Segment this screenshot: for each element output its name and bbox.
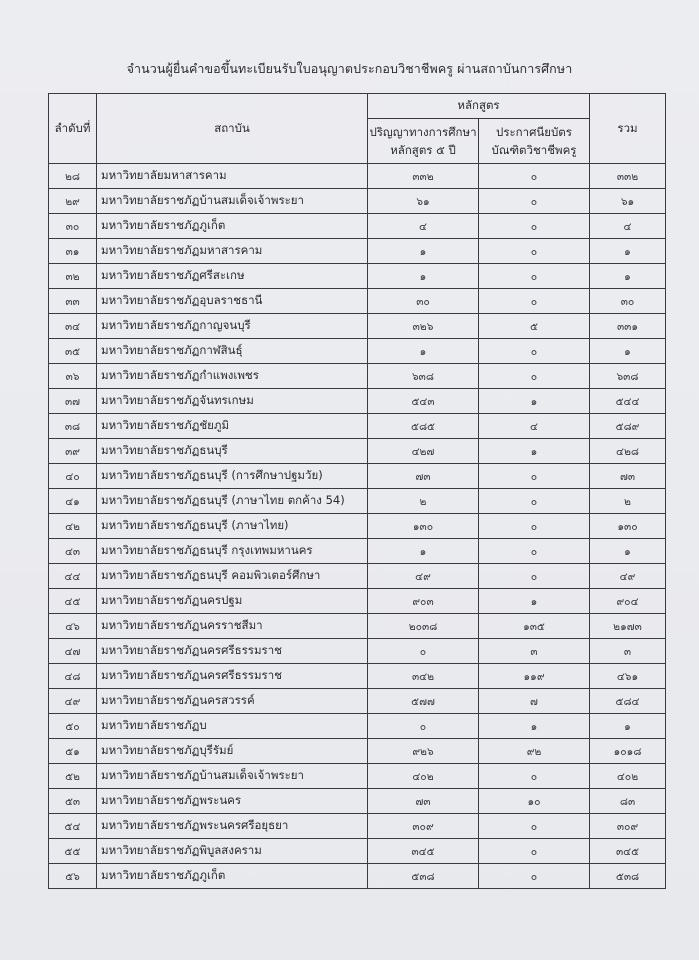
table-row [49,764,666,789]
cell-certificate-count: ๑๐ [479,789,590,814]
header-cert-line2: บัณฑิตวิชาชีพครู [491,143,577,157]
cell-total: ๘๓ [590,789,666,814]
cell-no: ๒๙ [49,189,97,214]
cell-no: ๕๐ [49,714,97,739]
cell-total: ๔๖๑ [590,664,666,689]
table-row [49,389,666,414]
cell-certificate-count: ๐ [479,164,590,189]
cell-certificate-count: ๐ [479,539,590,564]
table-row [49,639,666,664]
cell-institution: มหาวิทยาลัยราชภัฏภูเก็ต [97,214,368,239]
cell-degree-count: ๔ [368,214,479,239]
cell-no: ๔๐ [49,464,97,489]
table-row [49,814,666,839]
cell-total: ๕๓๘ [590,864,666,889]
cell-institution: มหาวิทยาลัยราชภัฏนครศรีธรรมราช [97,664,368,689]
cell-total: ๗๓ [590,464,666,489]
table-row [49,414,666,439]
cell-institution: มหาวิทยาลัยราชภัฏจันทรเกษม [97,389,368,414]
cell-degree-count: ๐ [368,714,479,739]
cell-certificate-count: ๓ [479,639,590,664]
cell-certificate-count: ๐ [479,339,590,364]
cell-certificate-count: ๐ [479,839,590,864]
cell-no: ๓๐ [49,214,97,239]
cell-degree-count: ๓๐ [368,289,479,314]
cell-certificate-count: ๐ [479,489,590,514]
cell-institution: มหาวิทยาลัยราชภัฏนครปฐม [97,589,368,614]
cell-no: ๓๒ [49,264,97,289]
cell-institution: มหาวิทยาลัยราชภัฏธนบุรี คอมพิวเตอร์ศึกษา [97,564,368,589]
cell-total: ๓๐ [590,289,666,314]
cell-degree-count: ๔๙ [368,564,479,589]
cell-certificate-count: ๐ [479,214,590,239]
cell-degree-count: ๒ [368,489,479,514]
table-row [49,714,666,739]
cell-certificate-count: ๐ [479,289,590,314]
applicants-table [48,93,666,889]
cell-institution: มหาวิทยาลัยราชภัฏบุรีรัมย์ [97,739,368,764]
cell-total: ๓๓๑ [590,314,666,339]
cell-certificate-count: ๐ [479,814,590,839]
cell-degree-count: ๖๑ [368,189,479,214]
cell-certificate-count: ๐ [479,764,590,789]
cell-institution: มหาวิทยาลัยราชภัฏกำแพงเพชร [97,364,368,389]
cell-no: ๕๖ [49,864,97,889]
table-row [49,589,666,614]
table-row [49,239,666,264]
cell-no: ๓๑ [49,239,97,264]
cell-degree-count: ๑๓๐ [368,514,479,539]
header-total: รวม [590,94,666,164]
cell-total: ๖๓๘ [590,364,666,389]
cell-institution: มหาวิทยาลัยราชภัฏพระนครศรีอยุธยา [97,814,368,839]
table-row [49,214,666,239]
cell-no: ๓๓ [49,289,97,314]
cell-no: ๔๙ [49,689,97,714]
cell-degree-count: ๓๔๒ [368,664,479,689]
cell-no: ๔๒ [49,514,97,539]
header-degree-line1: ปริญญาทางการศึกษา [369,125,477,139]
cell-degree-count: ๑ [368,539,479,564]
cell-total: ๓ [590,639,666,664]
cell-institution: มหาวิทยาลัยราชภัฏธนบุรี (ภาษาไทย ตกค้าง 54) [97,489,368,514]
table-row [49,564,666,589]
cell-institution: มหาวิทยาลัยราชภัฏบ [97,714,368,739]
cell-institution: มหาวิทยาลัยมหาสารคาม [97,164,368,189]
table-row [49,289,666,314]
cell-certificate-count: ๐ [479,264,590,289]
cell-institution: มหาวิทยาลัยราชภัฏธนบุรี (ภาษาไทย) [97,514,368,539]
table-row [49,189,666,214]
cell-no: ๔๕ [49,589,97,614]
cell-total: ๕๘๙ [590,414,666,439]
cell-no: ๔๑ [49,489,97,514]
table-row [49,739,666,764]
table-row [49,614,666,639]
table-row [49,314,666,339]
cell-degree-count: ๒๐๓๘ [368,614,479,639]
table-row [49,789,666,814]
cell-no: ๓๔ [49,314,97,339]
cell-institution: มหาวิทยาลัยราชภัฏธนบุรี [97,439,368,464]
table-row [49,514,666,539]
cell-certificate-count: ๐ [479,364,590,389]
cell-total: ๕๔๔ [590,389,666,414]
header-certificate [479,119,590,164]
cell-no: ๔๘ [49,664,97,689]
cell-no: ๕๕ [49,839,97,864]
cell-degree-count: ๗๓ [368,789,479,814]
table-row [49,689,666,714]
cell-degree-count: ๓๔๕ [368,839,479,864]
cell-total: ๔ [590,214,666,239]
cell-institution: มหาวิทยาลัยราชภัฏนครสวรรค์ [97,689,368,714]
cell-total: ๒๑๗๓ [590,614,666,639]
cell-institution: มหาวิทยาลัยราชภัฏอุบลราชธานี [97,289,368,314]
cell-certificate-count: ๐ [479,564,590,589]
table-row [49,839,666,864]
cell-total: ๑๓๐ [590,514,666,539]
cell-certificate-count: ๐ [479,239,590,264]
cell-total: ๔๙ [590,564,666,589]
cell-institution: มหาวิทยาลัยราชภัฏพิบูลสงคราม [97,839,368,864]
cell-no: ๓๙ [49,439,97,464]
cell-no: ๓๗ [49,389,97,414]
cell-total: ๔๒๘ [590,439,666,464]
table-row [49,164,666,189]
cell-degree-count: ๐ [368,639,479,664]
cell-institution: มหาวิทยาลัยราชภัฏนครศรีธรรมราช [97,639,368,664]
cell-degree-count: ๕๗๗ [368,689,479,714]
cell-degree-count: ๓๒๖ [368,314,479,339]
cell-certificate-count: ๐ [479,464,590,489]
cell-certificate-count: ๙๒ [479,739,590,764]
table-header-row [49,94,666,119]
table-row [49,489,666,514]
cell-degree-count: ๑ [368,239,479,264]
cell-no: ๔๖ [49,614,97,639]
cell-institution: มหาวิทยาลัยราชภัฏธนบุรี กรุงเทพมหานคร [97,539,368,564]
cell-total: ๑๐๑๘ [590,739,666,764]
cell-total: ๙๐๔ [590,589,666,614]
cell-degree-count: ๓๓๒ [368,164,479,189]
header-degree-line2: หลักสูตร ๕ ปี [390,143,456,157]
table-body [49,164,666,889]
cell-total: ๓๔๕ [590,839,666,864]
header-degree [368,119,479,164]
table-row [49,464,666,489]
cell-no: ๔๓ [49,539,97,564]
cell-institution: มหาวิทยาลัยราชภัฏชัยภูมิ [97,414,368,439]
cell-no: ๕๑ [49,739,97,764]
header-institution: สถาบัน [97,94,368,164]
cell-total: ๑ [590,714,666,739]
cell-total: ๓๐๙ [590,814,666,839]
document-title: จำนวนผู้ยื่นคำขอขึ้นทะเบียนรับใบอนุญาตประกอบวิชาชีพครู ผ่านสถาบันการศึกษา [126,61,573,76]
cell-institution: มหาวิทยาลัยราชภัฏศรีสะเกษ [97,264,368,289]
cell-degree-count: ๕๘๕ [368,414,479,439]
cell-total: ๓๓๒ [590,164,666,189]
cell-certificate-count: ๑ [479,714,590,739]
cell-certificate-count: ๕ [479,314,590,339]
table-row [49,339,666,364]
cell-no: ๕๓ [49,789,97,814]
cell-total: ๔๐๒ [590,764,666,789]
cell-degree-count: ๙๒๖ [368,739,479,764]
cell-institution: มหาวิทยาลัยราชภัฏกาญจนบุรี [97,314,368,339]
cell-institution: มหาวิทยาลัยราชภัฏกาฬสินธุ์ [97,339,368,364]
cell-no: ๓๖ [49,364,97,389]
cell-certificate-count: ๐ [479,189,590,214]
cell-total: ๒ [590,489,666,514]
cell-certificate-count: ๑ [479,589,590,614]
cell-certificate-count: ๑ [479,439,590,464]
cell-certificate-count: ๔ [479,414,590,439]
cell-no: ๔๔ [49,564,97,589]
cell-institution: มหาวิทยาลัยราชภัฏพระนคร [97,789,368,814]
cell-total: ๖๑ [590,189,666,214]
cell-degree-count: ๑ [368,264,479,289]
table-row [49,539,666,564]
cell-no: ๕๒ [49,764,97,789]
table-row [49,439,666,464]
cell-total: ๑ [590,264,666,289]
table-row [49,664,666,689]
cell-institution: มหาวิทยาลัยราชภัฏธนบุรี (การศึกษาปฐมวัย) [97,464,368,489]
cell-no: ๓๘ [49,414,97,439]
cell-degree-count: ๕๔๓ [368,389,479,414]
cell-certificate-count: ๑ [479,389,590,414]
cell-certificate-count: ๐ [479,864,590,889]
cell-certificate-count: ๗ [479,689,590,714]
cell-total: ๑ [590,239,666,264]
cell-total: ๕๘๔ [590,689,666,714]
cell-no: ๕๔ [49,814,97,839]
cell-degree-count: ๕๓๘ [368,864,479,889]
cell-degree-count: ๗๓ [368,464,479,489]
cell-degree-count: ๔๐๒ [368,764,479,789]
cell-degree-count: ๔๒๗ [368,439,479,464]
cell-institution: มหาวิทยาลัยราชภัฏภูเก็ต [97,864,368,889]
header-curriculum: หลักสูตร [368,94,590,119]
cell-no: ๒๘ [49,164,97,189]
cell-certificate-count: ๑๑๙ [479,664,590,689]
cell-institution: มหาวิทยาลัยราชภัฏบ้านสมเด็จเจ้าพระยา [97,764,368,789]
cell-degree-count: ๓๐๙ [368,814,479,839]
cell-degree-count: ๙๐๓ [368,589,479,614]
cell-no: ๓๕ [49,339,97,364]
cell-certificate-count: ๑๓๕ [479,614,590,639]
cell-institution: มหาวิทยาลัยราชภัฏมหาสารคาม [97,239,368,264]
cell-total: ๑ [590,539,666,564]
header-cert-line1: ประกาศนียบัตร [496,125,572,139]
cell-institution: มหาวิทยาลัยราชภัฏบ้านสมเด็จเจ้าพระยา [97,189,368,214]
table-row [49,364,666,389]
cell-certificate-count: ๐ [479,514,590,539]
header-no: ลำดับที่ [49,94,97,164]
table-row [49,864,666,889]
cell-degree-count: ๑ [368,339,479,364]
cell-no: ๔๗ [49,639,97,664]
table-row [49,264,666,289]
cell-total: ๑ [590,339,666,364]
cell-institution: มหาวิทยาลัยราชภัฏนครราชสีมา [97,614,368,639]
cell-degree-count: ๖๓๘ [368,364,479,389]
